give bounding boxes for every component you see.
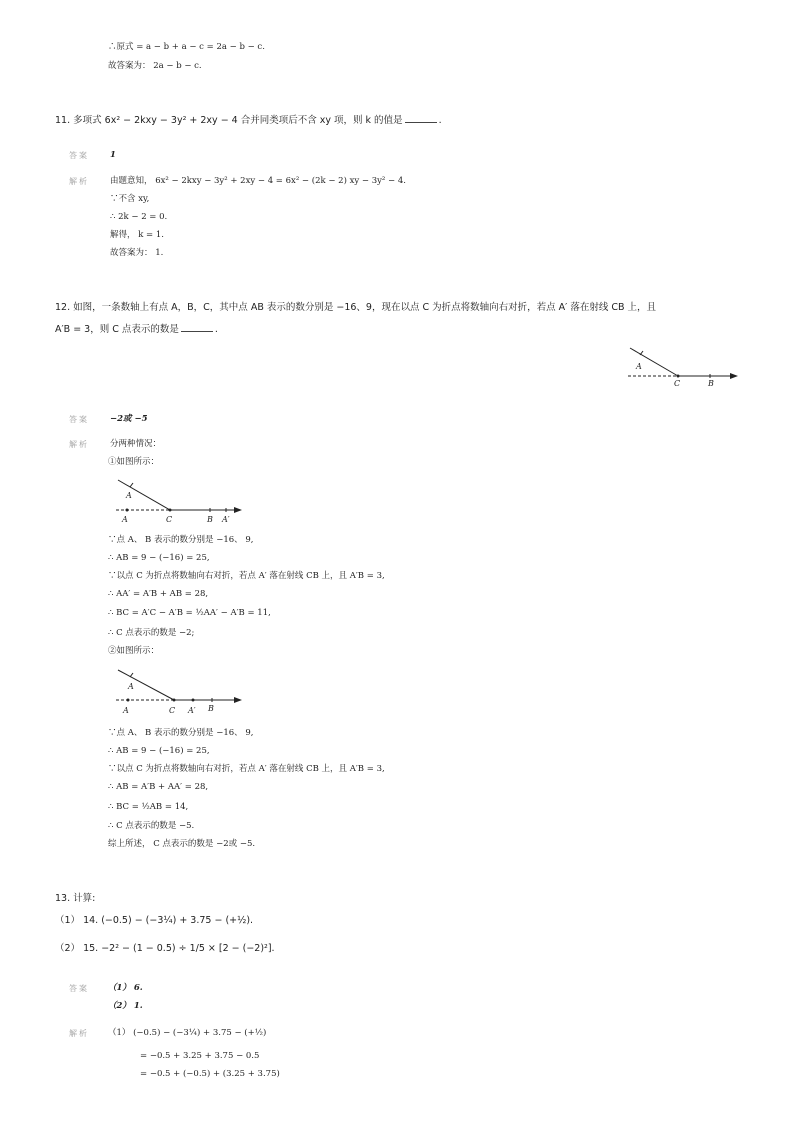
case2-line: ∴ AB = 9 − (−16) = 25, xyxy=(108,746,210,756)
q12-case1-title: ①如图所示： xyxy=(108,457,160,467)
fig-label-c: C xyxy=(674,379,681,388)
q13-analysis-line: （1） (−0.5) − (−3¼) + 3.75 − (+½) xyxy=(108,1028,267,1038)
case1-line: ∴ AB = 9 − (−16) = 25, xyxy=(108,553,210,563)
q12-answer-label: 答案 xyxy=(69,415,89,424)
q13-question: 13. 计算: xyxy=(55,893,96,904)
q12-analysis-intro: 分两种情况： xyxy=(110,439,162,449)
case1-label-a-top: A xyxy=(126,491,132,500)
case1-line: ∵以点 C 为折点将数轴向右对折，若点 A′ 落在射线 CB 上，且 A′B = 3, xyxy=(108,571,385,581)
case2-label-a-prime: A′ xyxy=(188,706,196,715)
case2-label-c: C xyxy=(169,706,176,715)
q13-analysis-label: 解析 xyxy=(69,1029,89,1038)
q13-part2: （2） 15. −2² − (1 − 0.5) ÷ 1/5 × [2 − (−2)²]. xyxy=(55,943,275,954)
case1-label-a-axis: A xyxy=(122,515,128,524)
case1-label-b: B xyxy=(207,515,213,524)
q11-answer-label: 答案 xyxy=(69,151,89,160)
case1-line: ∵点 A、 B 表示的数分别是 −16、 9, xyxy=(108,535,254,545)
q12-question-text: A′B = 3，则 C 点表示的数是 xyxy=(55,324,179,335)
q12-case2-title: ②如图所示： xyxy=(108,646,160,656)
case1-line: ∴ BC = A′C − A′B = ½AA′ − A′B = 11, xyxy=(108,608,271,618)
case2-line: ∵以点 C 为折点将数轴向右对折，若点 A′ 落在射线 CB 上，且 A′B = 3, xyxy=(108,764,385,774)
prev-answer-line: 故答案为： 2a − b − c. xyxy=(108,61,202,71)
q11-analysis-line: 故答案为： 1. xyxy=(110,248,164,258)
q12-case2-figure xyxy=(112,664,247,718)
q12-question-line2 xyxy=(55,324,218,336)
q11-analysis-line: 解得， k = 1. xyxy=(110,230,164,240)
case2-label-a-axis: A xyxy=(123,706,129,715)
q12-question-line1: 12. 如图，一条数轴上有点 A，B，C，其中点 AB 表示的数分别是 −16、9，现在以点 C 为折点将数轴向右对折，若点 A′ 落在射线 CB 上，且 xyxy=(55,302,657,313)
q13-analysis-line: = −0.5 + (−0.5) + (3.25 + 3.75) xyxy=(140,1069,280,1079)
q11-answer-blank xyxy=(405,122,437,123)
q12-number-line-figure xyxy=(620,340,745,392)
q13-answer2: （2） 1. xyxy=(108,1001,143,1011)
q13-analysis-line: = −0.5 + 3.25 + 3.75 − 0.5 xyxy=(140,1051,260,1061)
fig-label-a: A xyxy=(636,362,642,371)
case2-summary: 综上所述， C 点表示的数是 −2或 −5. xyxy=(108,839,256,849)
case2-line: ∵点 A、 B 表示的数分别是 −16、 9, xyxy=(108,728,254,738)
q11-question-text: 11. 多项式 6x² − 2kxy − 3y² + 2xy − 4 合并同类项后不含 xy 项，则 k 的值是 xyxy=(55,115,403,126)
q12-question-end: . xyxy=(214,324,218,335)
q13-part1: （1） 14. (−0.5) − (−3¼) + 3.75 − (+½). xyxy=(55,915,254,926)
case2-line: ∴ C 点表示的数是 −5. xyxy=(108,821,195,831)
fig-label-b: B xyxy=(708,379,714,388)
case2-label-a-top: A xyxy=(128,682,134,691)
prev-conclusion-line: ∴原式 = a − b + a − c = 2a − b − c. xyxy=(108,42,265,52)
q12-case1-figure xyxy=(112,474,247,526)
q11-analysis-line: ∵不含 xy, xyxy=(110,194,150,204)
case1-line: ∴ AA′ = A′B + AB = 28, xyxy=(108,589,209,599)
q12-analysis-label: 解析 xyxy=(69,440,89,449)
q12-answer: −2或 −5 xyxy=(110,414,148,424)
q11-answer: 1 xyxy=(110,150,116,160)
q13-answer-label: 答案 xyxy=(69,984,89,993)
q11-question xyxy=(55,115,442,127)
case2-label-b: B xyxy=(208,704,214,713)
q13-answer1: （1） 6. xyxy=(108,983,143,993)
q11-analysis-line: 由题意知， 6x² − 2kxy − 3y² + 2xy − 4 = 6x² − (2k − 2) xy − 3y² − 4. xyxy=(110,176,406,186)
q11-analysis-label: 解析 xyxy=(69,177,89,186)
case2-line: ∴ AB = A′B + AA′ = 28, xyxy=(108,782,209,792)
case1-label-c: C xyxy=(166,515,173,524)
case2-line: ∴ BC = ½AB = 14, xyxy=(108,802,189,812)
q12-answer-blank xyxy=(181,331,213,332)
case1-line: ∴ C 点表示的数是 −2; xyxy=(108,628,195,638)
q11-analysis-line: ∴ 2k − 2 = 0. xyxy=(110,212,168,222)
case1-label-a-prime: A′ xyxy=(222,515,230,524)
q11-question-end: . xyxy=(438,115,442,126)
